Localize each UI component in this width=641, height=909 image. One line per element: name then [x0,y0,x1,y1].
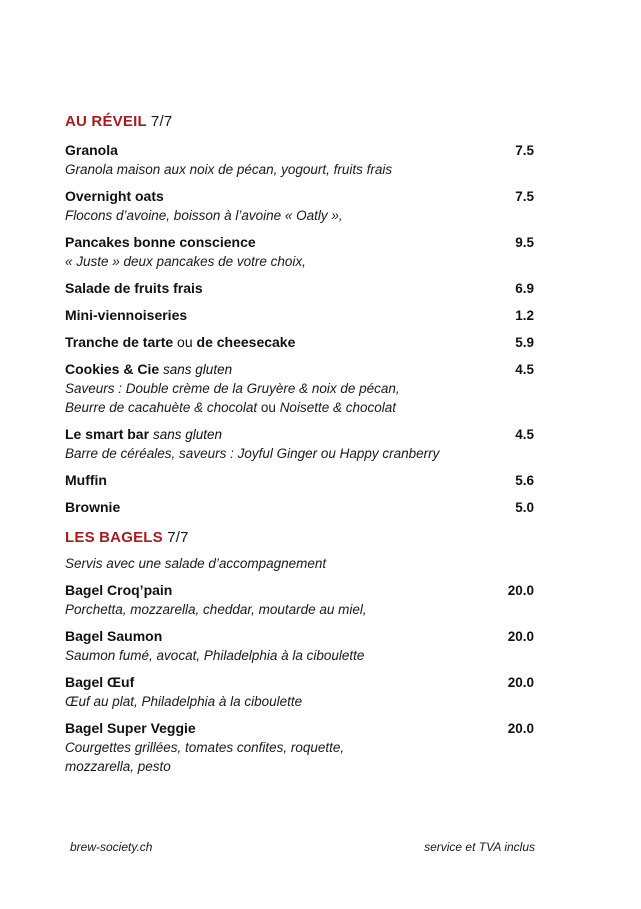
item-name [65,498,120,517]
item-price: 7.5 [515,189,534,204]
item-name-part: Overnight oats [65,188,164,204]
item-description [65,444,534,463]
item-price: 9.5 [515,235,534,250]
menu-item-row [65,627,534,646]
item-description [65,379,534,417]
item-price: 5.6 [515,473,534,488]
item-name [65,719,196,738]
menu-item-row [65,498,534,517]
menu-item [65,233,534,271]
item-description [65,206,534,225]
item-description [65,160,534,179]
menu-item [65,581,534,619]
item-name [65,279,203,298]
menu-item-row [65,233,534,252]
item-description-line [65,738,534,757]
section-header [65,112,534,131]
item-name-part: Tranche de tarte [65,334,174,350]
description-part: Courgettes grillées, tomates confites, roquette, [65,740,345,755]
item-description [65,738,534,776]
section-schedule: 7/7 [167,529,189,546]
item-name [65,673,134,692]
menu-item [65,187,534,225]
item-price: 7.5 [515,143,534,158]
section-items [65,581,534,776]
section-title: LES BAGELS [65,529,163,546]
menu-item-row [65,673,534,692]
menu-item-row [65,279,534,298]
menu-item [65,471,534,490]
item-price: 20.0 [507,583,534,598]
item-name-part: de cheesecake [196,334,296,350]
section-schedule: 7/7 [150,113,173,130]
item-description-line [65,206,534,225]
footer-service-note: service et TVA inclus [424,840,535,854]
item-name-part: Granola [65,142,118,158]
item-name [65,360,232,379]
menu-item [65,673,534,711]
item-price: 6.9 [515,281,534,296]
description-part: Noisette & chocolat [279,400,396,415]
item-description [65,600,534,619]
menu-item [65,360,534,417]
menu-item-row [65,141,534,160]
section-intro: Servis avec une salade d’accompagnement [65,556,327,571]
item-description [65,646,534,665]
item-name [65,471,107,490]
item-price: 4.5 [515,362,534,377]
item-name-part: Brownie [65,499,121,515]
menu-item-row [65,306,534,325]
item-price: 1.2 [515,308,534,323]
section-header [65,528,534,547]
item-name-part: Bagel Saumon [65,628,163,644]
item-name-part: sans gluten [152,427,222,442]
item-name [65,141,118,160]
menu-item-row [65,333,534,352]
item-price: 5.0 [515,500,534,515]
item-name-part: Salade de fruits frais [65,280,203,296]
description-part: Œuf au plat, Philadelphia à la ciboulette [65,694,303,709]
menu-section [65,528,534,776]
menu-item-row [65,471,534,490]
menu-section [65,112,534,517]
item-description-line [65,444,534,463]
item-name-part: Le smart bar [65,426,150,442]
description-part: ou [260,400,276,415]
item-description-line [65,398,534,417]
item-name-part: Bagel Super Veggie [65,720,196,736]
item-name-part: Cookies & Cie [65,361,160,377]
item-name [65,333,295,352]
description-part: Barre de céréales, saveurs : Joyful Ginger ou Happy cranberry [65,446,440,461]
item-name [65,581,172,600]
item-description-line [65,692,534,711]
description-part: Saumon fumé, avocat, Philadelphia à la ciboulette [65,648,365,663]
footer-website: brew-society.ch [70,840,153,854]
item-name-part: sans gluten [163,362,233,377]
item-description-line [65,646,534,665]
item-description-line [65,379,534,398]
page-footer [70,840,535,854]
section-title: AU RÉVEIL [65,113,147,130]
item-name [65,187,164,206]
item-price: 20.0 [507,629,534,644]
description-part: Beurre de cacahuète & chocolat [65,400,258,415]
description-part: mozzarella, pesto [65,759,171,774]
item-description-line [65,600,534,619]
item-name [65,627,162,646]
item-name-part: Bagel Croq’pain [65,582,173,598]
item-description [65,692,534,711]
menu-item [65,333,534,352]
item-price: 4.5 [515,427,534,442]
item-name-part: Mini-viennoiseries [65,307,188,323]
description-part: Saveurs : Double crème de la Gruyère & noix de pécan, [65,381,400,396]
item-price: 5.9 [515,335,534,350]
menu-item-row [65,425,534,444]
item-name-part: ou [177,334,193,350]
menu-item [65,627,534,665]
menu-item [65,425,534,463]
item-name-part: Pancakes bonne conscience [65,234,256,250]
item-description-line [65,160,534,179]
section-items [65,141,534,517]
menu-item-row [65,187,534,206]
item-name-part: Bagel Œuf [65,674,135,690]
item-description-line [65,252,534,271]
menu-item-row [65,581,534,600]
menu-item [65,719,534,776]
menu-item [65,306,534,325]
description-part: Porchetta, mozzarella, cheddar, moutarde au miel, [65,602,367,617]
menu-item [65,498,534,517]
description-part: Granola maison aux noix de pécan, yogourt, fruits frais [65,162,393,177]
description-part: Flocons d’avoine, boisson à l’avoine « Oatly », [65,208,343,223]
menu-item-row [65,360,534,379]
menu-item [65,279,534,298]
menu-sections [65,112,534,776]
description-part: « Juste » deux pancakes de votre choix, [65,254,306,269]
item-name-part: Muffin [65,472,107,488]
menu-content [65,112,534,784]
menu-item-row [65,719,534,738]
item-name [65,306,187,325]
item-name [65,425,222,444]
item-description [65,252,534,271]
item-price: 20.0 [507,675,534,690]
menu-item [65,141,534,179]
item-name [65,233,256,252]
item-price: 20.0 [507,721,534,736]
item-description-line [65,757,534,776]
